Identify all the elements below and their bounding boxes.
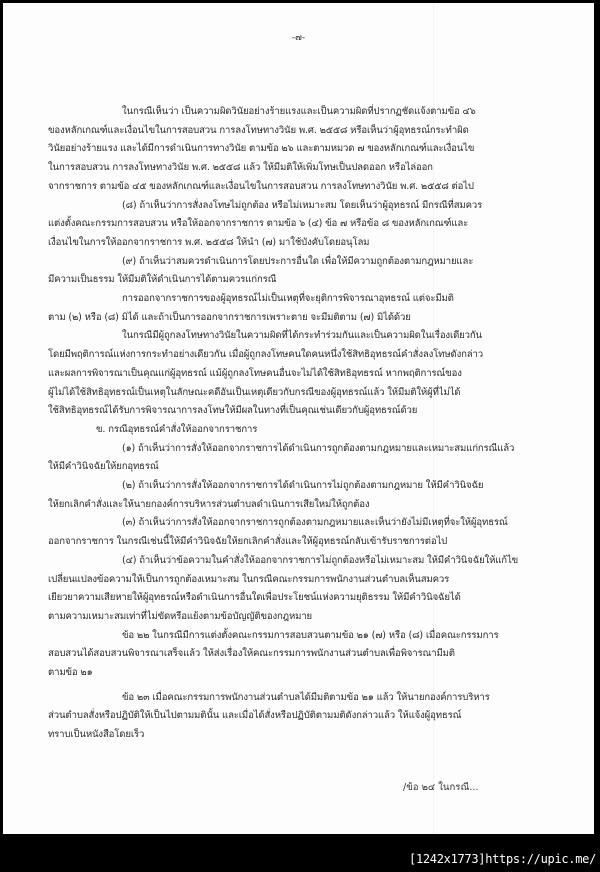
text-line: (๘) ถ้าเห็นว่าการสั่งลงโทษไม่ถูกต้อง หรือไม่เหมาะสม โดยเห็นว่าผู้อุทธรณ์ มีกรณีที่สมควร (122, 199, 483, 211)
text-line: ใช้สิทธิอุทธรณ์ได้รับการพิจารณาการลงโทษให้มีผลในทางที่เป็นคุณเช่นเดียวกับผู้อุทธรณ์ด้วย (48, 405, 418, 417)
text-line: วินัยอย่างร้ายแรง และได้มีการดำเนินการทางวินัย ตามข้อ ๒๖ และตามหมวด ๗ ของหลักเกณฑ์และเงื่อนไข (48, 143, 475, 155)
watermark-bar (0, 836, 600, 872)
paragraph (48, 552, 544, 627)
text-line: การออกจากราชการของผู้อุทธรณ์ไม่เป็นเหตุที่จะยุติการพิจารณาอุทธรณ์ แต่จะมีมติ (122, 293, 454, 305)
text-line: ของหลักเกณฑ์และเงื่อนไขในการสอบสวน การลงโทษทางวินัย พ.ศ. ๒๕๕๘ หรือเห็นว่าผู้อุทธรณ์กระทำผิด (48, 124, 469, 136)
text-line: ในกรณีมีผู้ถูกลงโทษทางวินัยในความผิดที่ได้กระทำร่วมกันและเป็นความผิดในเรื่องเดียวกัน (122, 330, 482, 342)
paragraph (48, 477, 544, 514)
text-line: โดยมีพฤติการณ์แห่งการกระทำอย่างเดียวกัน เมื่อผู้ถูกลงโทษคนใดคนหนึ่งใช้สิทธิอุทธรณ์คำสั่งลงโทษดังกล่าว (48, 349, 484, 361)
text-line: ข. กรณีอุทธรณ์คำสั่งให้ออกจากราชการ (96, 423, 258, 435)
paragraph (48, 327, 544, 421)
text-line: (๔) ถ้าเห็นว่าข้อความในคำสั่งให้ออกจากราชการไม่ถูกต้องหรือไม่เหมาะสม ให้มีคำวินิจฉัยให้แก้ไข (122, 554, 519, 566)
text-line: เยียวยาความเสียหายให้ผู้อุทธรณ์หรือดำเนินการอื่นใดเพื่อประโยชน์แห่งความยุติธรรม ให้มีคำวินิจฉัยได้ (48, 592, 461, 604)
text-line: (๒) ถ้าเห็นว่าการสั่งให้ออกจากราชการได้ดำเนินการไม่ถูกต้องตามกฎหมาย ให้มีคำวินิจฉัย (122, 480, 484, 492)
paragraph (48, 689, 544, 745)
text-line: (๙) ถ้าเห็นว่าสมควรดำเนินการโดยประการอื่นใด เพื่อให้มีความถูกต้องตามกฎหมายและ (122, 255, 474, 267)
text-line: แต่งตั้งคณะกรรมการสอบสวน หรือให้ออกจากราชการ ตามข้อ ๖ (๔) ข้อ ๗ หรือข้อ ๘ ของหลักเกณฑ์และ (48, 218, 469, 230)
document-body (48, 103, 544, 745)
text-line: ผู้ไม่ได้ใช้สิทธิอุทธรณ์เป็นเหตุในลักษณะคดีอันเป็นเหตุเดียวกับกรณีของผู้อุทธรณ์แล้ว ให้มีมติให้ผู้ที่ไม่ได้ (48, 386, 461, 398)
paragraph (48, 514, 544, 551)
document-page (3, 3, 594, 834)
text-line: ทราบเป็นหนังสือโดยเร็ว (48, 729, 145, 741)
text-line: ตามข้อ ๒๑ (48, 667, 93, 679)
paragraph (48, 290, 544, 327)
text-line: มีความเป็นธรรม ให้มีมติให้ดำเนินการได้ตามควรแก่กรณี (48, 274, 277, 286)
text-line: (๑) ถ้าเห็นว่าการสั่งให้ออกจากราชการได้ดำเนินการถูกต้องตามกฎหมายและเหมาะสมแก่กรณีแล้ว (122, 442, 515, 454)
page-number: -๗- (291, 33, 306, 43)
text-line: เปลี่ยนแปลงข้อความให้เป็นการถูกต้องเหมาะสม ในกรณีคณะกรรมการพนักงานส่วนตำบลเห็นสมควร (48, 573, 450, 585)
text-line: และผลการพิจารณาเป็นคุณแก่ผู้อุทธรณ์ แม้ผู้ถูกลงโทษคนอื่นจะไม่ได้ใช้สิทธิอุทธรณ์ หากพฤติการณ์ของ (48, 367, 462, 379)
paragraph (48, 103, 544, 197)
paragraph (48, 627, 544, 683)
text-line: ให้ยกเลิกคำสั่งและให้นายกองค์การบริหารส่วนตำบลดำเนินการเสียใหม่ให้ถูกต้อง (48, 498, 370, 510)
text-line: ในกรณีเห็นว่า เป็นความผิดวินัยอย่างร้ายแรงและเป็นความผิดที่ปรากฏชัดแจ้งตามข้อ ๔๖ (122, 106, 476, 117)
text-line: ข้อ ๒๓ เมื่อคณะกรรมการพนักงานส่วนตำบลได้มีมติตามข้อ ๒๑ แล้ว ให้นายกองค์การบริหาร (122, 691, 490, 703)
watermark-text: [1242x1773]https://upic.me/ (409, 852, 596, 866)
paragraph (48, 197, 544, 253)
text-line: ตาม (๒) หรือ (๘) มิได้ และถ้าเป็นการออกจากราชการเพราะตาย จะมีมติตาม (๗) มิได้ด้วย (48, 311, 411, 323)
text-line: เงื่อนไขในการให้ออกจากราชการ พ.ศ. ๒๕๕๘ ให้นำ (๗) มาใช้บังคับโดยอนุโลม (48, 236, 370, 248)
text-line: ในการสอบสวน การลงโทษทางวินัย พ.ศ. ๒๕๕๘ แล้ว ให้มีมติให้เพิ่มโทษเป็นปลดออก หรือไล่ออก (48, 162, 433, 174)
text-line: ออกจากราชการ ในกรณีเช่นนี้ให้มีคำวินิจฉัยให้ยกเลิกคำสั่งและให้ผู้อุทธรณ์กลับเข้ารับราชการต่อไป (48, 536, 448, 548)
text-line: ส่วนตำบลสั่งหรือปฏิบัติให้เป็นไปตามมตินั้น และเมื่อได้สั่งหรือปฏิบัติตามมติดังกล่าวแล้ว ให้แจ้งผู้อุทธรณ์ (48, 710, 462, 722)
text-line: ให้มีคำวินิจฉัยให้ยกอุทธรณ์ (48, 461, 159, 473)
text-line: ข้อ ๒๒ ในกรณีมีการแต่งตั้งคณะกรรมการสอบสวนตามข้อ ๒๑ (๗) หรือ (๘) เมื่อคณะกรรมการ (122, 629, 499, 641)
paragraph (48, 440, 544, 477)
text-line: (๓) ถ้าเห็นว่าการสั่งให้ออกจากราชการถูกต้องตามกฎหมายและเห็นว่ายังไม่มีเหตุที่จะให้ผู้อุทธรณ์ (122, 517, 508, 529)
paragraph (48, 253, 544, 290)
continuation-marker: /ข้อ ๒๔ ในกรณี... (403, 782, 479, 793)
text-line: สอบสวนได้สอบสวนพิจารณาเสร็จแล้ว ให้ส่งเรื่องให้คณะกรรมการพนักงานส่วนตำบลเพื่อพิจารณามีมติ (48, 648, 455, 660)
text-line: จากราชการ ตามข้อ ๔๕ ของหลักเกณฑ์และเงื่อนไขในการสอบสวน การลงโทษทางวินัย พ.ศ. ๒๕๕๘ ต่อไป (48, 180, 474, 192)
section-heading (48, 421, 544, 440)
text-line: ตามความเหมาะสมเท่าที่ไม่ขัดหรือแย้งตามข้อบัญญัติของกฎหมาย (48, 610, 313, 622)
